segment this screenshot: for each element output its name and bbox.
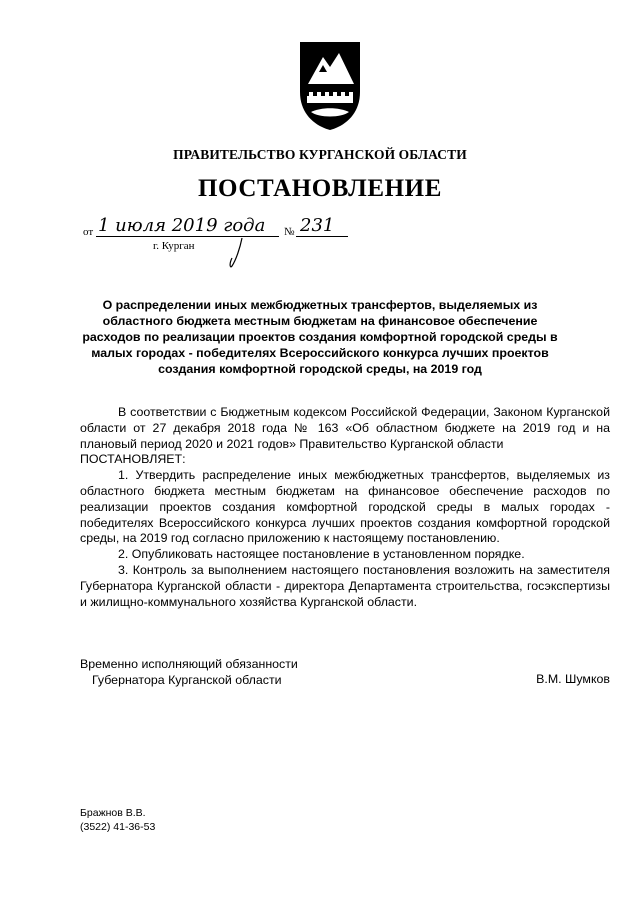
resolves-heading: ПОСТАНОВЛЯЕТ: <box>80 452 186 467</box>
handwritten-number: 231 <box>300 215 335 236</box>
document-type-title: ПОСТАНОВЛЕНИЕ <box>197 175 443 202</box>
organization-name: ПРАВИТЕЛЬСТВО КУРГАНСКОЙ ОБЛАСТИ <box>173 147 467 162</box>
signer-position <box>80 656 298 688</box>
coat-of-arms-icon <box>297 40 363 132</box>
item-2-paragraph: 2. Опубликовать настоящее постановление в установленном порядке. <box>118 547 525 562</box>
signer-name: В.М. Шумков <box>536 672 610 686</box>
executor-info <box>80 806 155 834</box>
handwritten-date: 1 июля 2019 года <box>98 215 266 236</box>
item-1-paragraph: 1. Утвердить распределение иных межбюджетных трансфертов, выделяемых из областного бюджета местным бюджетам на финансовое обеспечение расходов по реализации проектов создания комфортной городской среды в малых городах - победителях Всероссийского конкурса лучших проектов создания комфортной городской среды, на 2019 год согласно приложению к настоящему постановлению. <box>80 468 610 546</box>
executor-name: Бражнов В.В. <box>80 807 146 819</box>
preamble-paragraph: В соответствии с Бюджетным кодексом Российской Федерации, Законом Курганской области от 27 декабря 2018 года № 163 «Об областном бюджете на 2019 год и на плановый период 2020 и 2021 годов» Правительство Курганской области <box>80 405 610 451</box>
executor-phone: (3522) 41-36-53 <box>80 821 156 833</box>
date-underline <box>96 236 279 237</box>
document-body <box>80 405 610 610</box>
date-from-label: от <box>83 226 94 238</box>
document-subject: О распределении иных межбюджетных трансфертов, выделяемых из областного бюджета местным бюджетам на финансовое обеспечение расходов по реализации проектов создания комфортной городской среды в малых городах - победителях Всероссийского конкурса лучших проектов создания комфортной городской среды, на 2019 год <box>82 298 558 376</box>
number-underline <box>296 236 348 237</box>
signer-position-line1: Временно исполняющий обязанности <box>80 657 298 671</box>
item-3-paragraph: 3. Контроль за выполнением настоящего постановления возложить на заместителя Губернатора Курганской области - директора Департамента строительства, госэкспертизы и жилищно-коммунального хозяйства Курганской области. <box>80 562 610 609</box>
signer-position-line2: Губернатора Курганской области <box>92 673 282 687</box>
city-label: г. Курган <box>153 240 195 252</box>
signature-mark-icon <box>226 236 248 270</box>
number-label: № <box>284 226 295 238</box>
